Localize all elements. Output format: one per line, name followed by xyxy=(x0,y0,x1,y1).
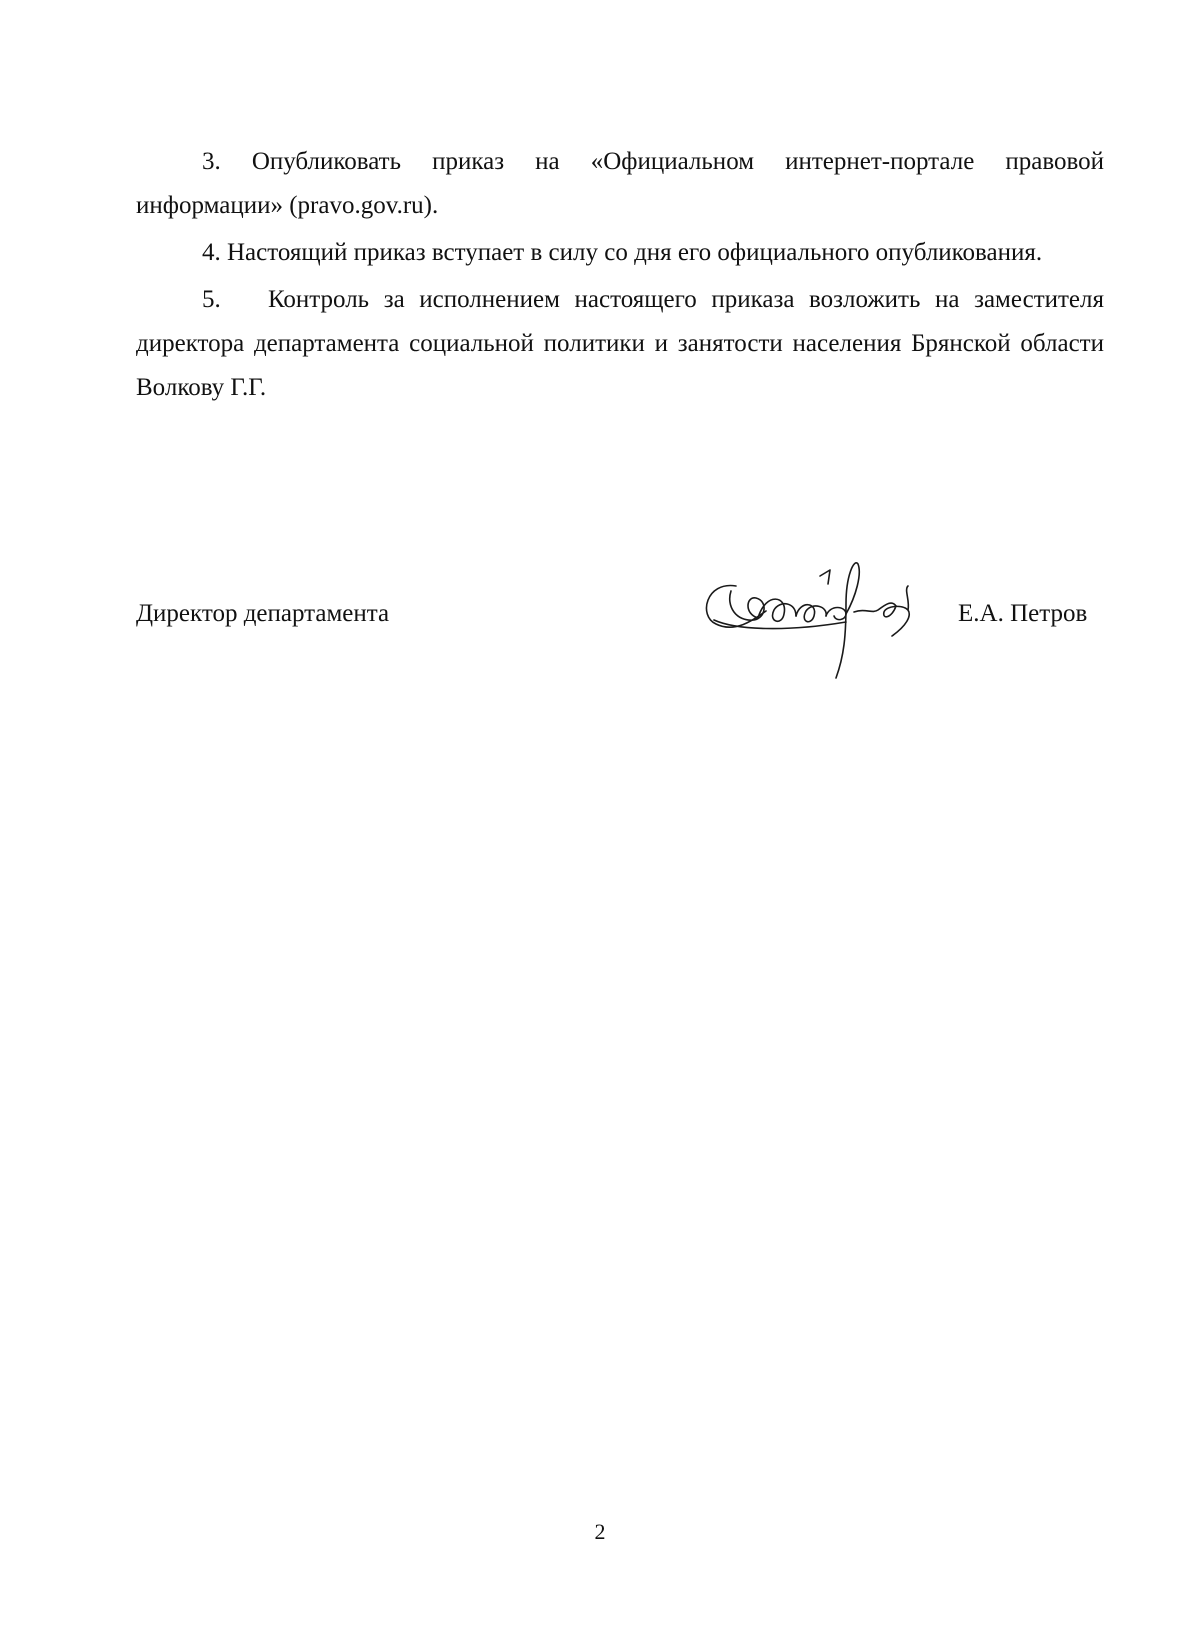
paragraph-4: 4. Настоящий приказ вступает в силу со дня его официального опубликования. xyxy=(202,239,1043,266)
paragraph-5 xyxy=(136,278,1104,410)
signer-name: Е.А. Петров xyxy=(958,600,1088,627)
page-number: 2 xyxy=(594,1519,606,1544)
signer-position: Директор департамента xyxy=(136,600,390,627)
paragraph-3: 3. Опубликовать приказ на «Официальном интернет-портале правовой информации» (pravo.gov.ru). xyxy=(136,148,1104,219)
paragraph-5-number: 5. xyxy=(202,286,221,313)
handwritten-signature xyxy=(696,556,936,686)
paragraph-5-text: Контроль за исполнением настоящего приказа возложить на заместителя директора департамента социальной политики и занятости населения Брянской области Волкову Г.Г. xyxy=(136,286,1104,401)
